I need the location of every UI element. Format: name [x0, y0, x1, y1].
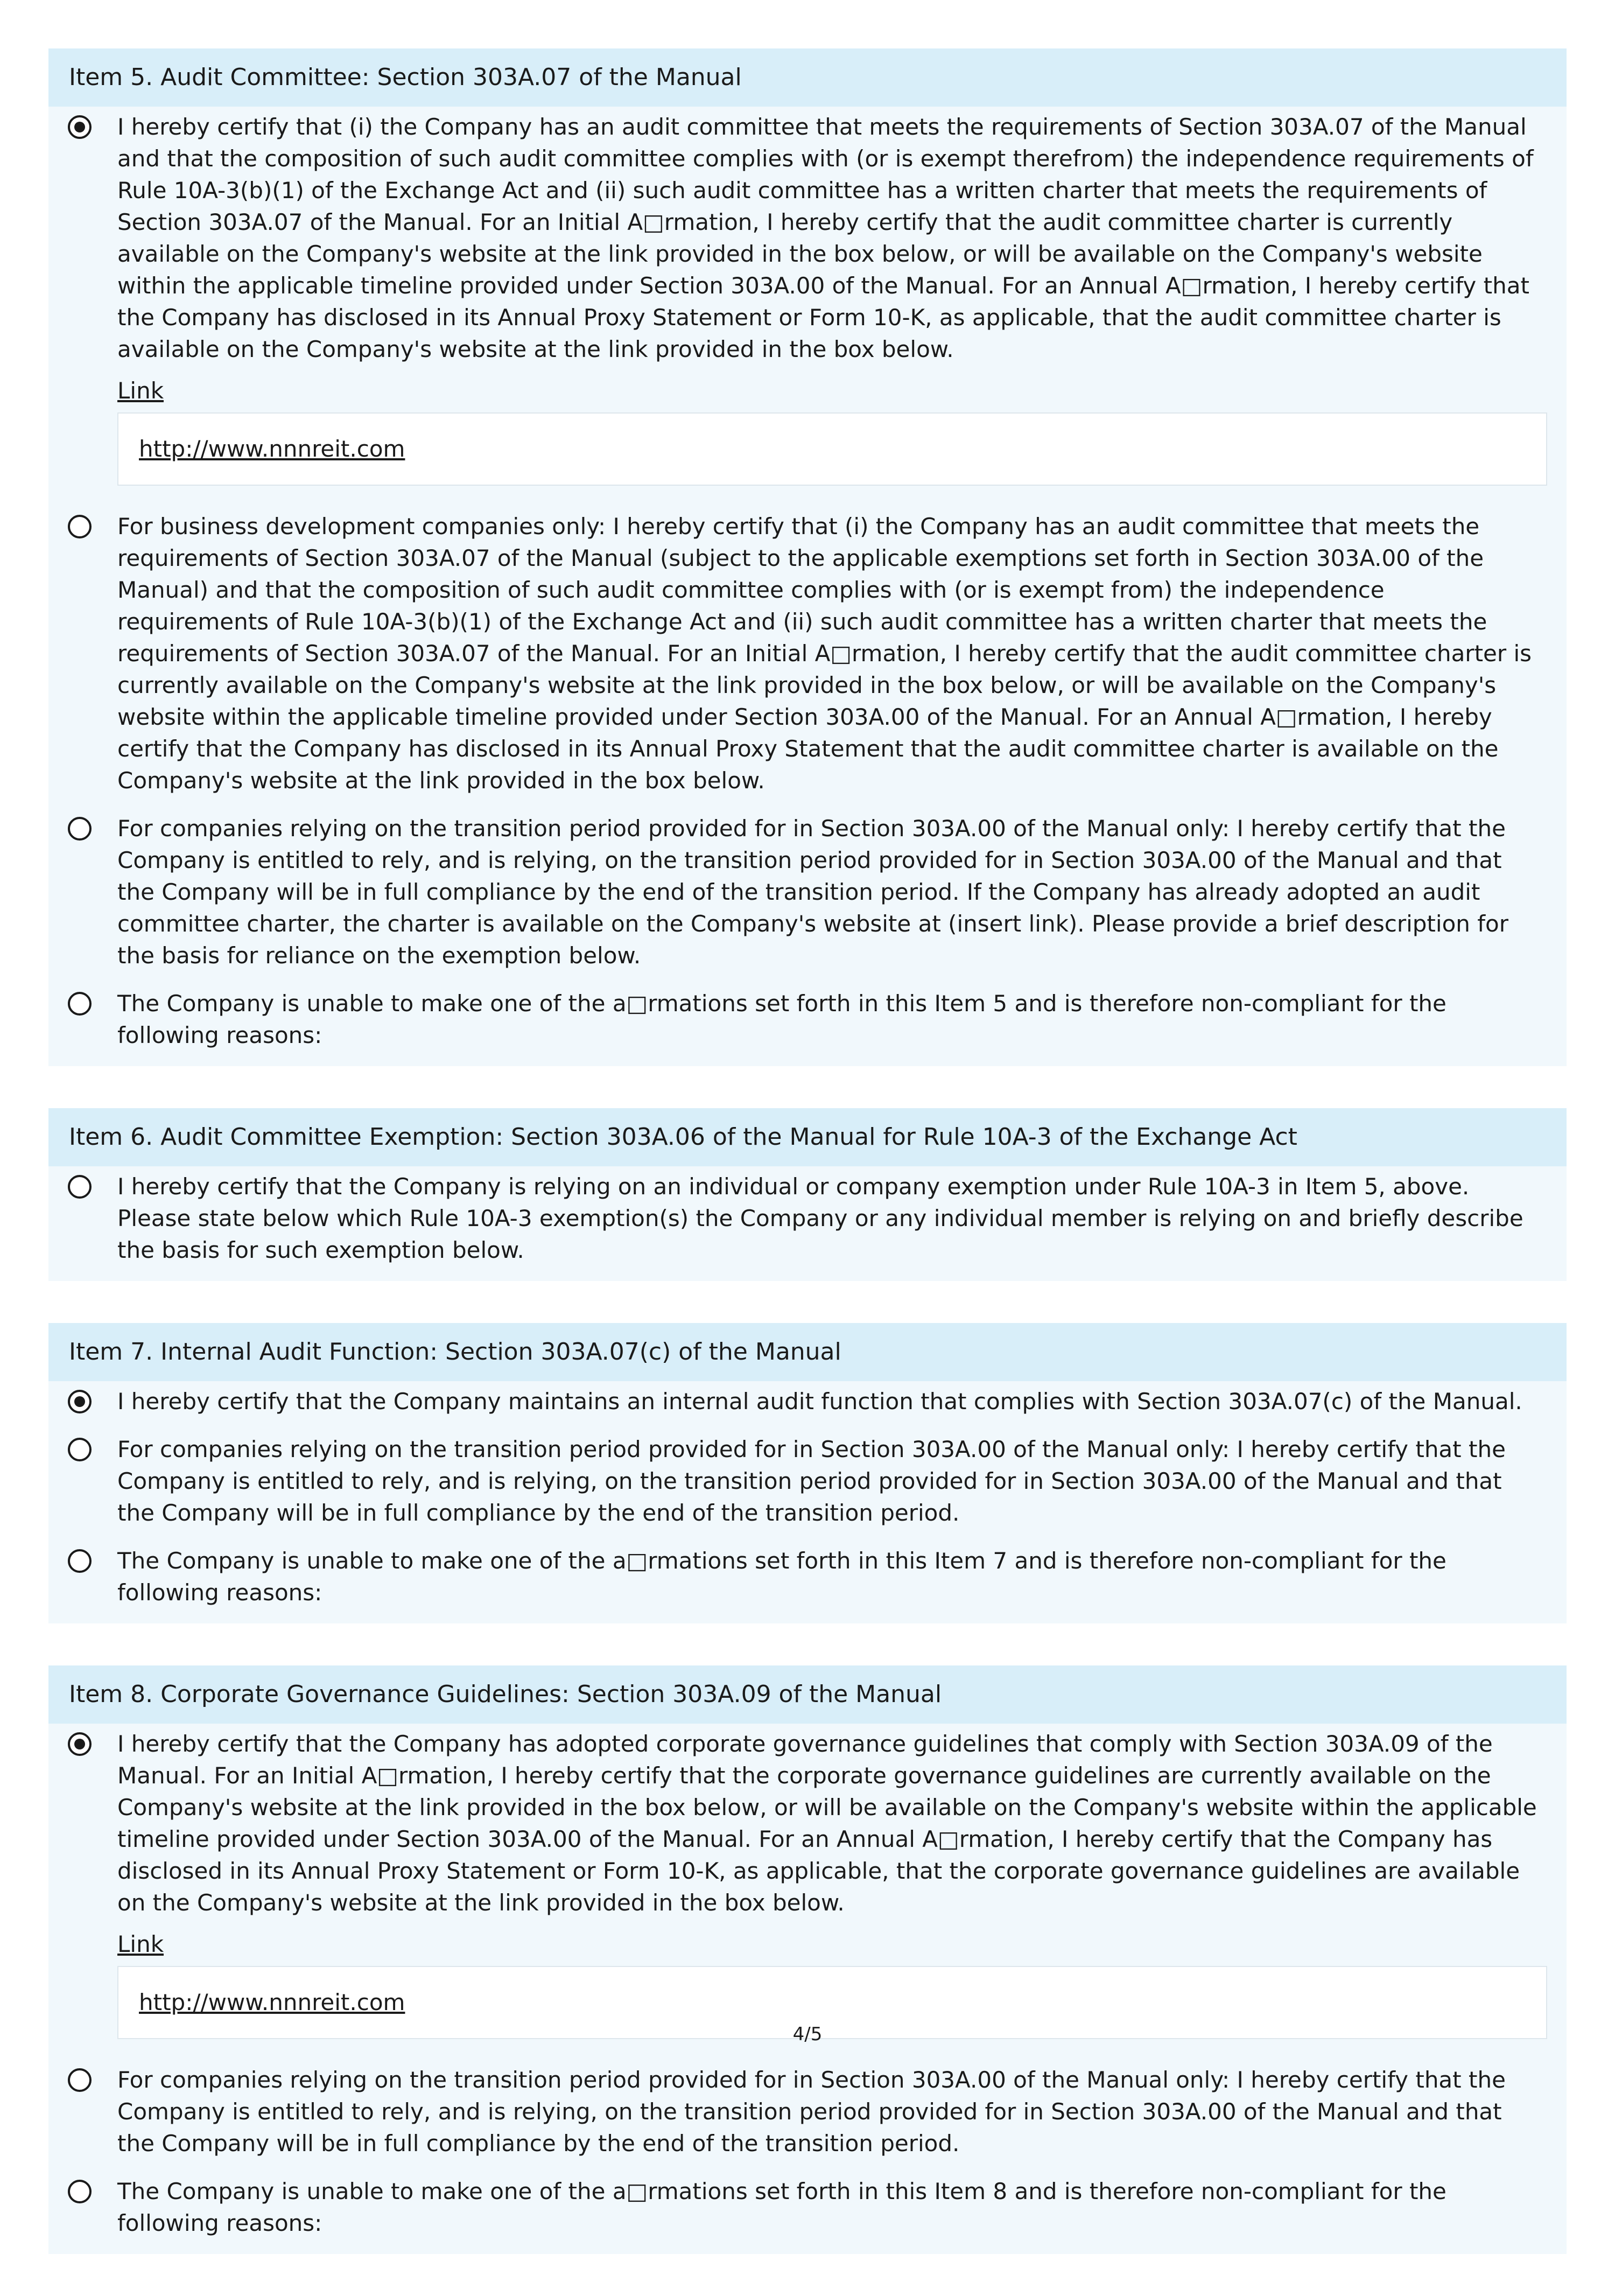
option-text: I hereby certify that the Company has adopted corporate governance guidelines that comply with Section 303A.09 of the Manual. For an Initial A□rmation, I hereby certify that the corporate governance guidelines are currently available on the Company's website at the link provided in the box below, or will be available on the Company's website within the applicable timeline provided under Section 303A.00 of the Manual. For an Annual A□rmation, I hereby certify that the Company has disclosed in its Annual Proxy Statement or Form 10-K, as applicable, that the corporate governance guidelines are available on the Company's website at the link provided in the box below. [117, 1731, 1537, 1916]
option-text: I hereby certify that the Company maintains an internal audit function that complies with Section 303A.07(c) of the Manual. [117, 1388, 1522, 1415]
option-text: The Company is unable to make one of the a□rmations set forth in this Item 5 and is therefore non-compliant for the following reasons: [117, 990, 1447, 1048]
link-label: Link [117, 377, 164, 404]
item-8-option-3[interactable] [48, 2171, 1567, 2251]
item-5-section [48, 48, 1567, 1066]
option-text: For companies relying on the transition period provided for in Section 303A.00 of the Manual only: I hereby certify that the Company is entitled to rely, and is relying, on the transition period provided for in Section 303A.00 of the Manual and that the Company will be in full compliance by the end of the transition period. If the Company has already adopted an audit committee charter, the charter is available on the Company's website at (insert link). Please provide a brief description for the basis for reliance on the exemption below. [117, 815, 1508, 969]
item-5-option-1[interactable] [48, 107, 1567, 506]
item-8-option-1[interactable] [48, 1724, 1567, 2060]
option-text: For business development companies only: I hereby certify that (i) the Company has an audit committee that meets the requirements of Section 303A.07 of the Manual (subject to the applicable exemptions set forth in Section 303A.00 of the Manual) and that the composition of such audit committee complies with (or is exempt from) the independence requirements of Rule 10A-3(b)(1) of the Exchange Act and (ii) such audit committee has a written charter that meets the requirements of Section 303A.07 of the Manual. For an Initial A□rmation, I hereby certify that the audit committee charter is currently available on the Company's website at the link provided in the box below, or will be available on the Company's website within the applicable timeline provided under Section 303A.00 of the Manual. For an Annual A□rmation, I hereby certify that the Company has disclosed in its Annual Proxy Statement that the audit committee charter is available on the Company's website at the link provided in the box below. [117, 513, 1532, 794]
item-7-section [48, 1323, 1567, 1623]
radio-button[interactable] [68, 992, 92, 1016]
option-text: The Company is unable to make one of the a□rmations set forth in this Item 7 and is therefore non-compliant for the following reasons: [117, 1548, 1447, 1606]
radio-button[interactable] [68, 1438, 92, 1461]
link-field[interactable] [117, 412, 1547, 486]
option-text: I hereby certify that (i) the Company has an audit committee that meets the requirements of Section 303A.07 of the Manual and that the composition of such audit committee complies with (or is exempt therefrom) the independence requirements of Rule 10A-3(b)(1) of the Exchange Act and (ii) such audit committee has a written charter that meets the requirements of Section 303A.07 of the Manual. For an Initial A□rmation, I hereby certify that the audit committee charter is currently available on the Company's website at the link provided in the box below, or will be available on the Company's website within the applicable timeline provided under Section 303A.00 of the Manual. For an Annual A□rmation, I hereby certify that the Company has disclosed in its Annual Proxy Statement or Form 10-K, as applicable, that the audit committee charter is available on the Company's website at the link provided in the box below. [117, 114, 1534, 362]
section-header: Item 6. Audit Committee Exemption: Section 303A.06 of the Manual for Rule 10A-3 of the Exchange Act [48, 1108, 1567, 1166]
item-8-section [48, 1665, 1567, 2254]
radio-button[interactable] [68, 1175, 92, 1199]
option-text: For companies relying on the transition period provided for in Section 303A.00 of the Manual only: I hereby certify that the Company is entitled to rely, and is relying, on the transition period provided for in Section 303A.00 of the Manual and that the Company will be in full compliance by the end of the transition period. [117, 1436, 1506, 1526]
page-number: 4/5 [792, 2024, 823, 2045]
link-value[interactable]: http://www.nnnreit.com [139, 1989, 405, 2015]
form-page [48, 48, 1567, 2296]
option-text: The Company is unable to make one of the a□rmations set forth in this Item 8 and is therefore non-compliant for the following reasons: [117, 2178, 1447, 2236]
item-6-option-1[interactable] [48, 1166, 1567, 1278]
item-6-section [48, 1108, 1567, 1281]
item-5-option-4[interactable] [48, 983, 1567, 1063]
radio-button-checked[interactable] [68, 1390, 92, 1413]
link-label: Link [117, 1931, 164, 1957]
section-header: Item 8. Corporate Governance Guidelines: Section 303A.09 of the Manual [48, 1665, 1567, 1724]
radio-button[interactable] [68, 515, 92, 538]
item-7-option-1[interactable] [48, 1381, 1567, 1429]
section-header: Item 5. Audit Committee: Section 303A.07 of the Manual [48, 48, 1567, 107]
radio-button-checked[interactable] [68, 115, 92, 139]
radio-button[interactable] [68, 817, 92, 841]
item-5-option-2[interactable] [48, 506, 1567, 808]
link-value[interactable]: http://www.nnnreit.com [139, 436, 405, 462]
item-7-option-3[interactable] [48, 1541, 1567, 1620]
section-header: Item 7. Internal Audit Function: Section 303A.07(c) of the Manual [48, 1323, 1567, 1381]
item-8-option-2[interactable] [48, 2060, 1567, 2171]
option-text: For companies relying on the transition period provided for in Section 303A.00 of the Manual only: I hereby certify that the Company is entitled to rely, and is relying, on the transition period provided for in Section 303A.00 of the Manual and that the Company will be in full compliance by the end of the transition period. [117, 2067, 1506, 2157]
item-7-option-2[interactable] [48, 1429, 1567, 1541]
radio-button[interactable] [68, 2068, 92, 2092]
radio-button[interactable] [68, 1549, 92, 1573]
radio-button[interactable] [68, 2180, 92, 2203]
radio-button-checked[interactable] [68, 1732, 92, 1756]
option-text: I hereby certify that the Company is relying on an individual or company exemption under Rule 10A-3 in Item 5, above. Please state below which Rule 10A-3 exemption(s) the Company or any individual member is relying on and briefly describe the basis for such exemption below. [117, 1173, 1523, 1263]
item-5-option-3[interactable] [48, 808, 1567, 983]
